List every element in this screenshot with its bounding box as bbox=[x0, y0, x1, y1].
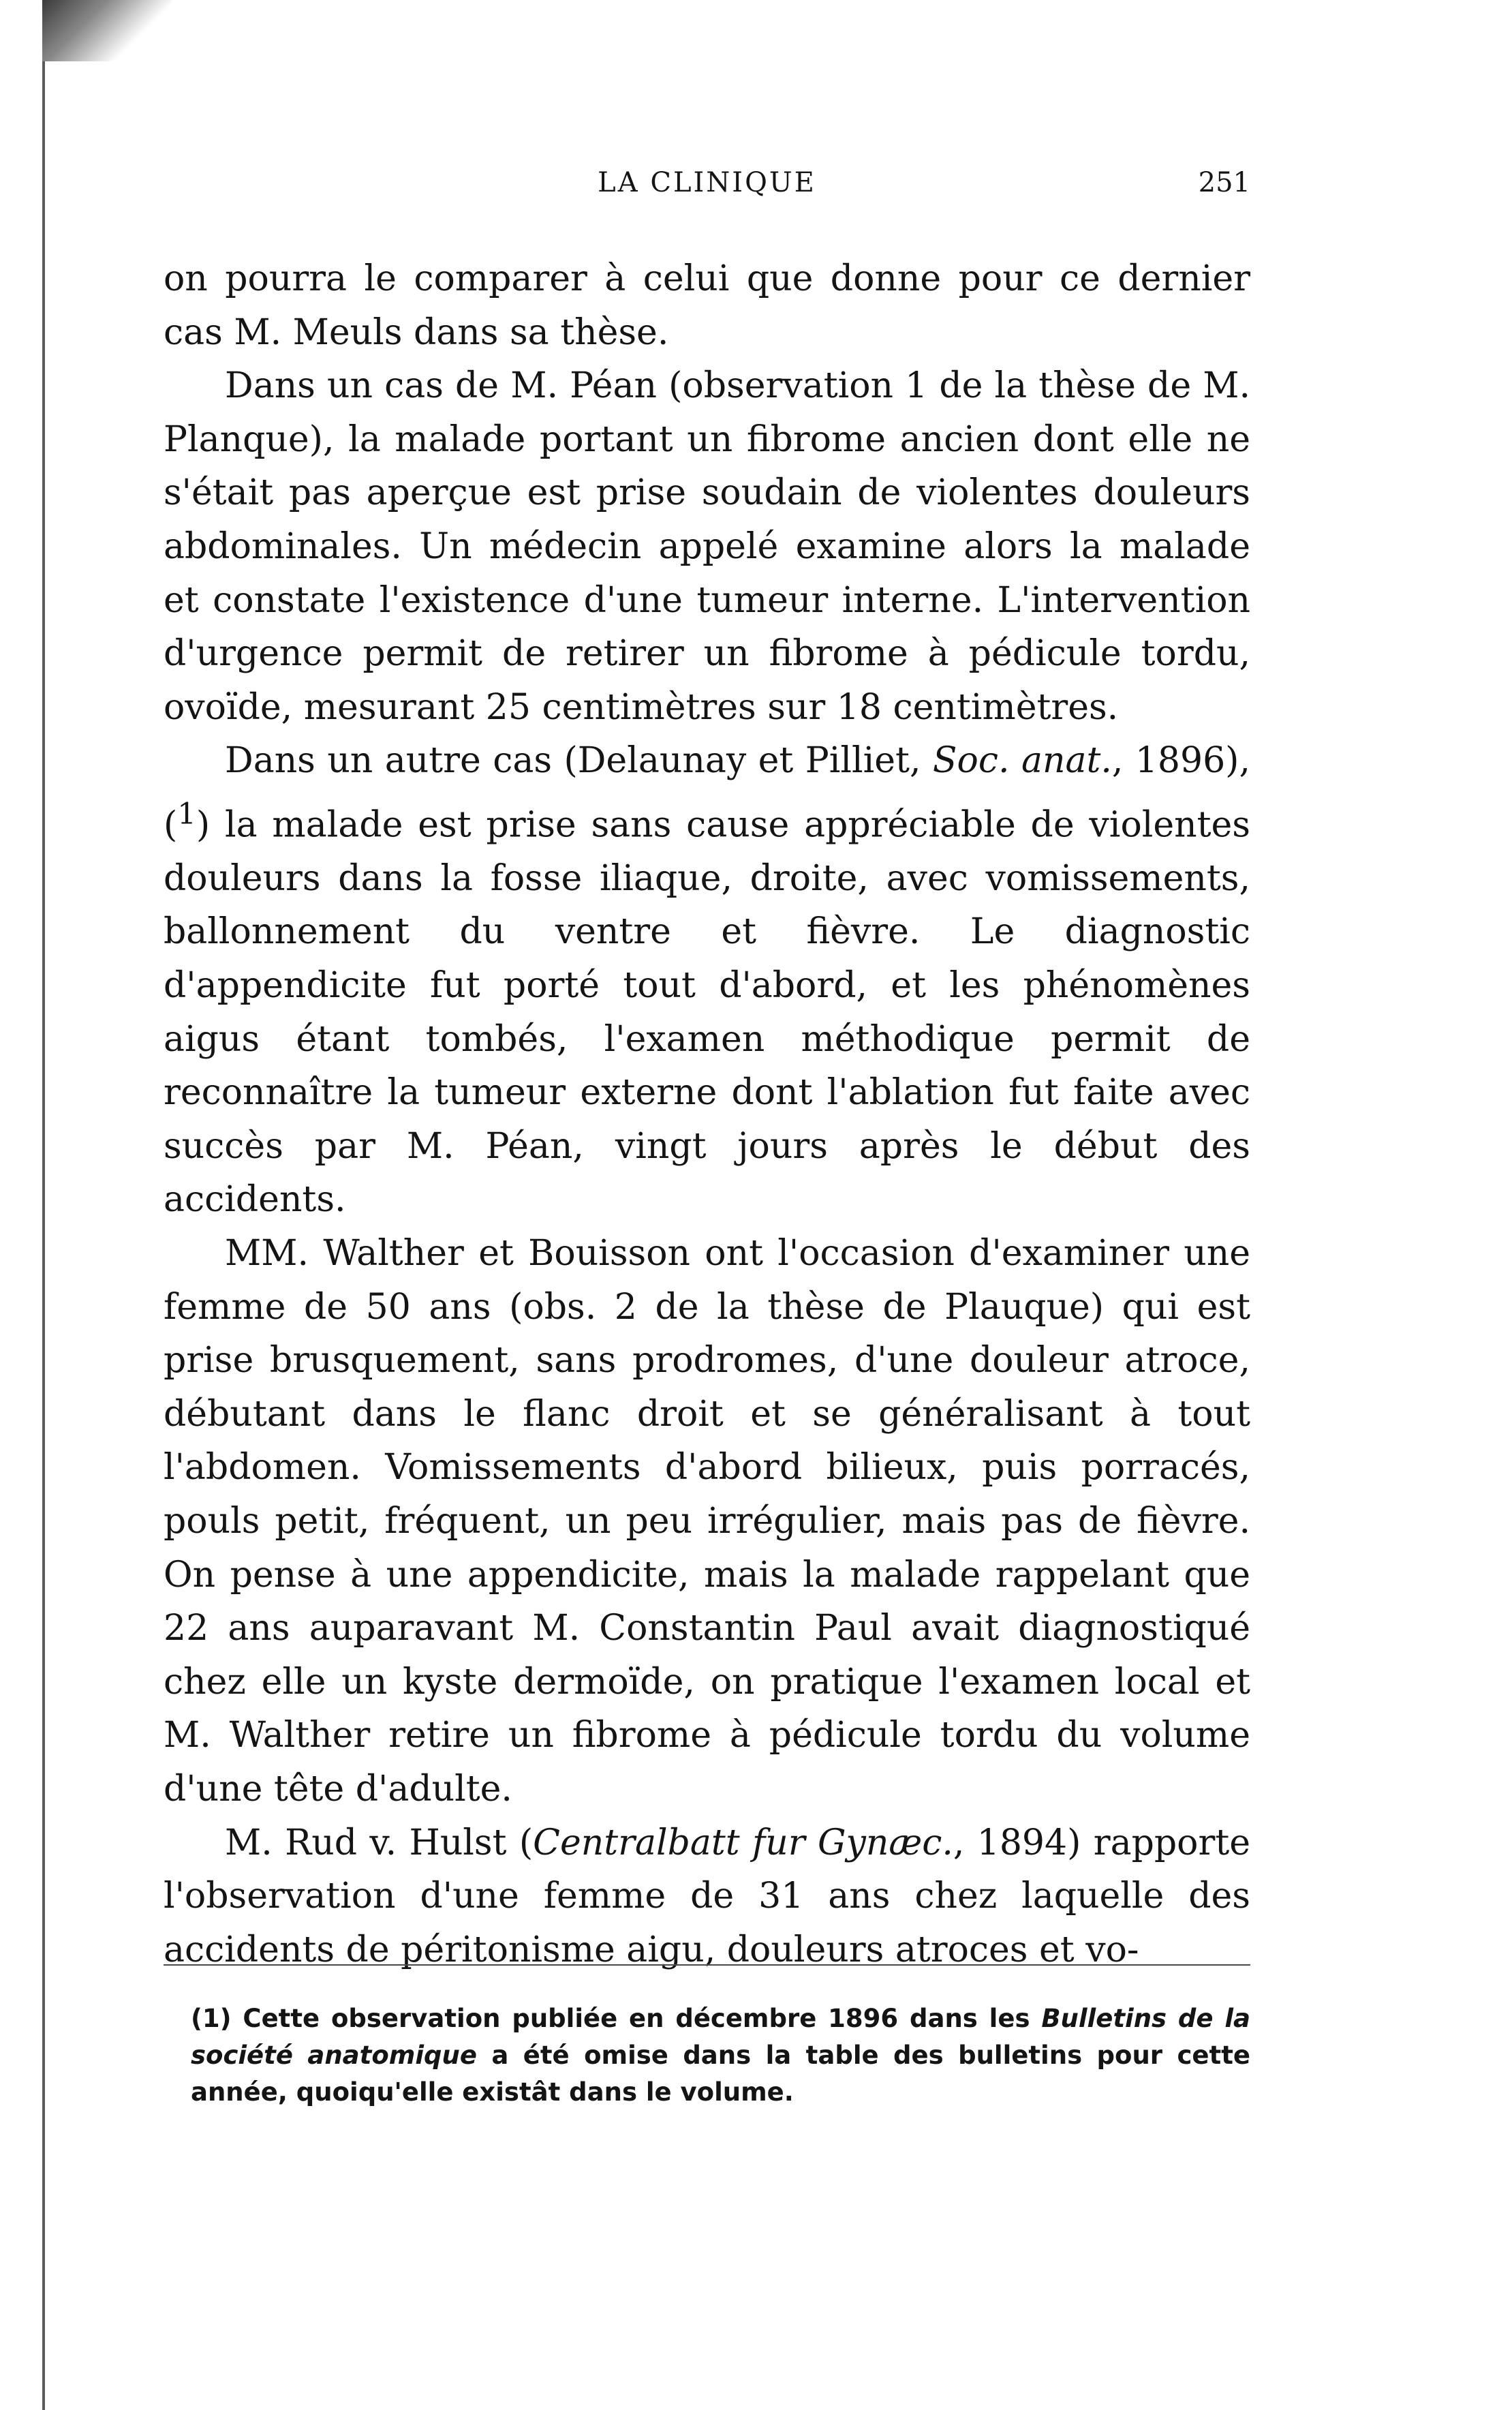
footnote-journal: Bulletins de la société anatomique bbox=[191, 2004, 1250, 2070]
footnote-divider bbox=[164, 1964, 1250, 1966]
footnote-text-b: a été omise dans la table des bulletins pour cette année, quoiqu'elle existât dans le volume. bbox=[191, 2041, 1250, 2107]
paragraph-3-text-a: Dans un autre cas (Delaunay et Pilliet, bbox=[225, 740, 933, 782]
paragraph-3-text-c: ) la malade est prise sans cause appréciable de violentes douleurs dans la fosse iliaque, droite, avec vomissements, ballonnement du ventre et fièvre. Le diagnostic d'appendicite fut porté tout d'abord, et les phénomènes aigus étant tombés, l'examen méthodique permit de reconnaître la tumeur externe dont l'ablation fut faite avec succès par M. Péan, vingt jours après le début des accidents. bbox=[164, 804, 1250, 1221]
paragraph-5-text-a: M. Rud v. Hulst ( bbox=[225, 1822, 534, 1863]
running-title: LA CLINIQUE bbox=[598, 167, 816, 198]
page-edge-shadow bbox=[42, 0, 45, 2410]
paragraph-5 bbox=[164, 1816, 1250, 1977]
paragraph-1: on pourra le comparer à celui que donne pour ce dernier cas M. Meuls dans sa thèse. bbox=[164, 258, 1250, 353]
footnote-1 bbox=[191, 2000, 1250, 2111]
paragraph-5-text-b: , 1894) rapporte l'observation d'une femme de 31 ans chez laquelle des accidents de péritonisme aigu, douleurs atroces et vo- bbox=[164, 1822, 1250, 1970]
body-text bbox=[164, 252, 1250, 1977]
paragraph-3-journal: Soc. anat. bbox=[932, 740, 1112, 782]
scan-corner-artifact bbox=[42, 0, 172, 61]
footnote-reference[interactable]: 1 bbox=[177, 797, 196, 832]
paragraph-5-journal: Centralbatt fur Gynæc. bbox=[533, 1822, 953, 1863]
paragraph-4: MM. Walther et Bouisson ont l'occasion d'examiner une femme de 50 ans (obs. 2 de la thèse de Plauque) qui est prise brusquement, sans prodromes, d'une douleur atroce, débutant dans le flanc droit et se généralisant à tout l'abdomen. Vomissements d'abord bilieux, puis porracés, pouls petit, fréquent, un peu irrégulier, mais pas de fièvre. On pense à une appendicite, mais la malade rappelant que 22 ans auparavant M. Constantin Paul avait diagnostiqué chez elle un kyste dermoïde, on pratique l'examen local et M. Walther retire un fibrome à pédicule tordu du volume d'une tête d'adulte. bbox=[164, 1233, 1250, 1810]
page-header bbox=[164, 159, 1250, 207]
paragraph-3-text-b: , 1896), ( bbox=[164, 740, 1251, 846]
footnote-marker: (1) bbox=[191, 2004, 232, 2033]
paragraph-2: Dans un cas de M. Péan (observation 1 de la thèse de M. Planque), la malade portant un fibrome ancien dont elle ne s'était pas aperçue est prise soudain de violentes douleurs abdominales. Un médecin appelé examine alors la malade et constate l'existence d'une tumeur interne. L'intervention d'urgence permit de retirer un fibrome à pédicule tordu, ovoïde, mesurant 25 centimètres sur 18 centimètres. bbox=[164, 365, 1250, 728]
paragraph-3 bbox=[164, 734, 1250, 1227]
footnote bbox=[191, 2000, 1250, 2111]
footnote-text-a: Cette observation publiée en décembre 1896 dans les bbox=[231, 2004, 1042, 2033]
page-number: 251 bbox=[1198, 167, 1250, 198]
